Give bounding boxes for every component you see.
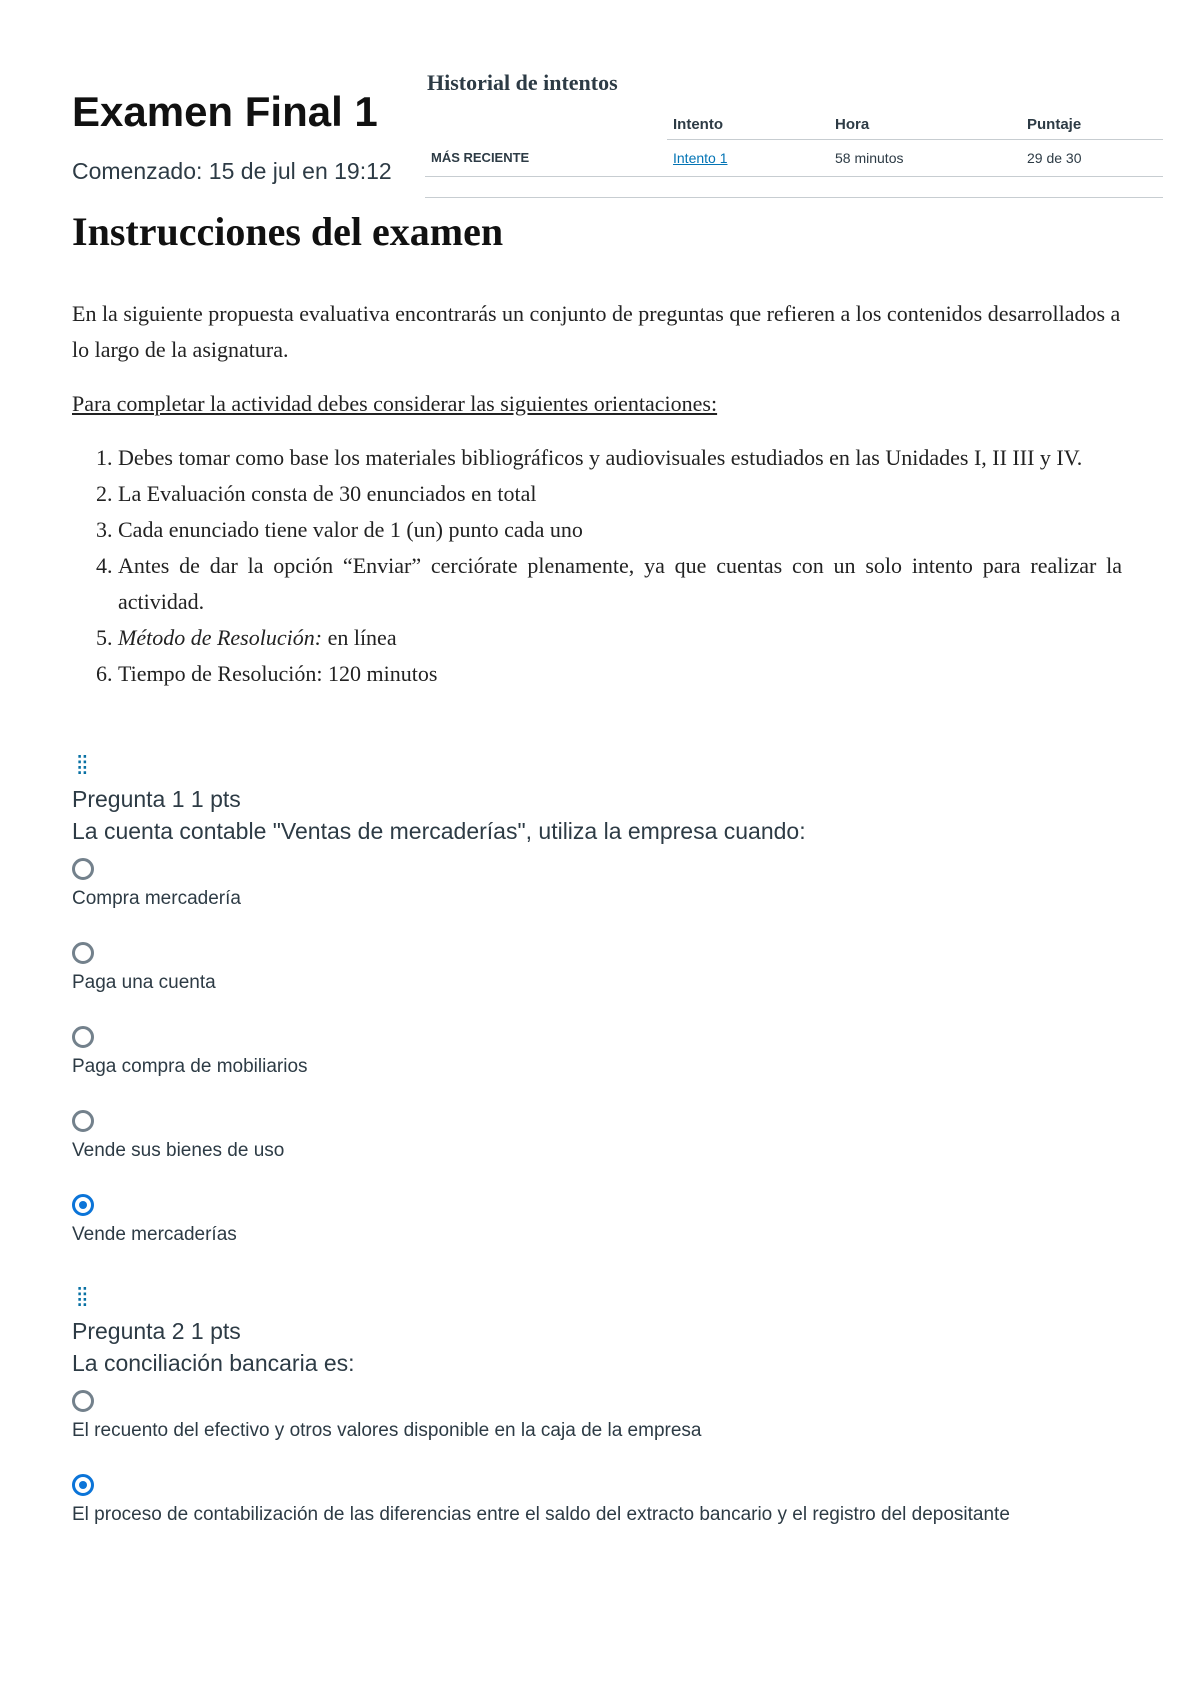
list-item: 6. Tiempo de Resolución: 120 minutos — [118, 656, 1122, 692]
drag-handle-icon[interactable]: ⁞⁞ — [76, 750, 87, 780]
radio-icon[interactable] — [72, 1110, 94, 1132]
list-item: 4. Antes de dar la opción “Enviar” cerciórate plenamente, ya que cuentas con un solo intento para realizar la actividad. — [118, 548, 1122, 620]
method-value: en línea — [327, 625, 397, 650]
instructions-title: Instrucciones del examen — [72, 209, 504, 254]
radio-selected-icon[interactable] — [72, 1194, 94, 1216]
answer-label: Paga compra de mobiliarios — [72, 1056, 308, 1077]
history-header-time: Hora — [829, 110, 1021, 140]
history-latest-label: MÁS RECIENTE — [425, 140, 667, 177]
history-attempt-cell — [667, 140, 829, 177]
question-2 — [72, 1284, 1172, 1548]
attempt-history-table — [425, 110, 1163, 177]
answer-label: El recuento del efectivo y otros valores disponible en la caja de la empresa — [72, 1420, 702, 1441]
attempt-history-title: Historial de intentos — [427, 70, 618, 95]
answer-label: Paga una cuenta — [72, 972, 216, 993]
started-timestamp: Comenzado: 15 de jul en 19:12 — [72, 158, 392, 184]
question-header: Pregunta 2 1 pts — [72, 1318, 241, 1344]
history-time-cell: 58 minutos — [829, 140, 1021, 177]
radio-icon[interactable] — [72, 1026, 94, 1048]
method-label: Método de Resolución: — [118, 625, 323, 650]
instructions-guidance: Para completar la actividad debes considerar las siguientes orientaciones: — [72, 391, 718, 416]
answer-label: Vende mercaderías — [72, 1224, 237, 1245]
history-header-blank — [425, 110, 667, 140]
radio-selected-icon[interactable] — [72, 1474, 94, 1496]
answer-option[interactable] — [72, 858, 1172, 932]
answer-label: Vende sus bienes de uso — [72, 1140, 285, 1161]
list-item — [118, 620, 1122, 656]
question-text: La conciliación bancaria es: — [72, 1350, 355, 1376]
drag-handle-icon[interactable]: ⁞⁞ — [76, 1282, 87, 1312]
attempt-link[interactable]: Intento 1 — [673, 150, 728, 166]
answer-label: Compra mercadería — [72, 888, 241, 909]
answer-option[interactable] — [72, 1110, 1172, 1184]
radio-icon[interactable] — [72, 942, 94, 964]
divider — [425, 197, 1163, 198]
answer-option[interactable] — [72, 1026, 1172, 1100]
instructions-list — [72, 440, 1122, 692]
answer-option[interactable] — [72, 942, 1172, 1016]
table-row — [425, 140, 1163, 177]
attempt-history — [425, 70, 1163, 198]
instructions-body — [72, 296, 1122, 692]
question-header: Pregunta 1 1 pts — [72, 786, 241, 812]
radio-icon[interactable] — [72, 1390, 94, 1412]
list-item: 2. La Evaluación consta de 30 enunciados en total — [118, 476, 1122, 512]
list-item: 3. Cada enunciado tiene valor de 1 (un) punto cada uno — [118, 512, 1122, 548]
question-text: La cuenta contable "Ventas de mercaderías", utiliza la empresa cuando: — [72, 818, 806, 844]
answer-option[interactable] — [72, 1390, 1172, 1464]
question-1 — [72, 752, 1172, 1268]
answer-label: El proceso de contabilización de las diferencias entre el saldo del extracto bancario y el registro del depositante — [72, 1504, 1010, 1525]
answer-option[interactable] — [72, 1474, 1172, 1548]
answer-option[interactable] — [72, 1194, 1172, 1268]
history-header-attempt: Intento — [667, 110, 829, 140]
exam-title: Examen Final 1 — [72, 88, 378, 135]
list-item: 1. Debes tomar como base los materiales bibliográficos y audiovisuales estudiados en las Unidades I, II III y IV. — [118, 440, 1122, 476]
history-header-score: Puntaje — [1021, 110, 1163, 140]
radio-icon[interactable] — [72, 858, 94, 880]
history-score-cell: 29 de 30 — [1021, 140, 1163, 177]
instructions-intro: En la siguiente propuesta evaluativa encontrarás un conjunto de preguntas que refieren a los contenidos desarrollados a lo largo de la asignatura. — [72, 301, 1121, 362]
